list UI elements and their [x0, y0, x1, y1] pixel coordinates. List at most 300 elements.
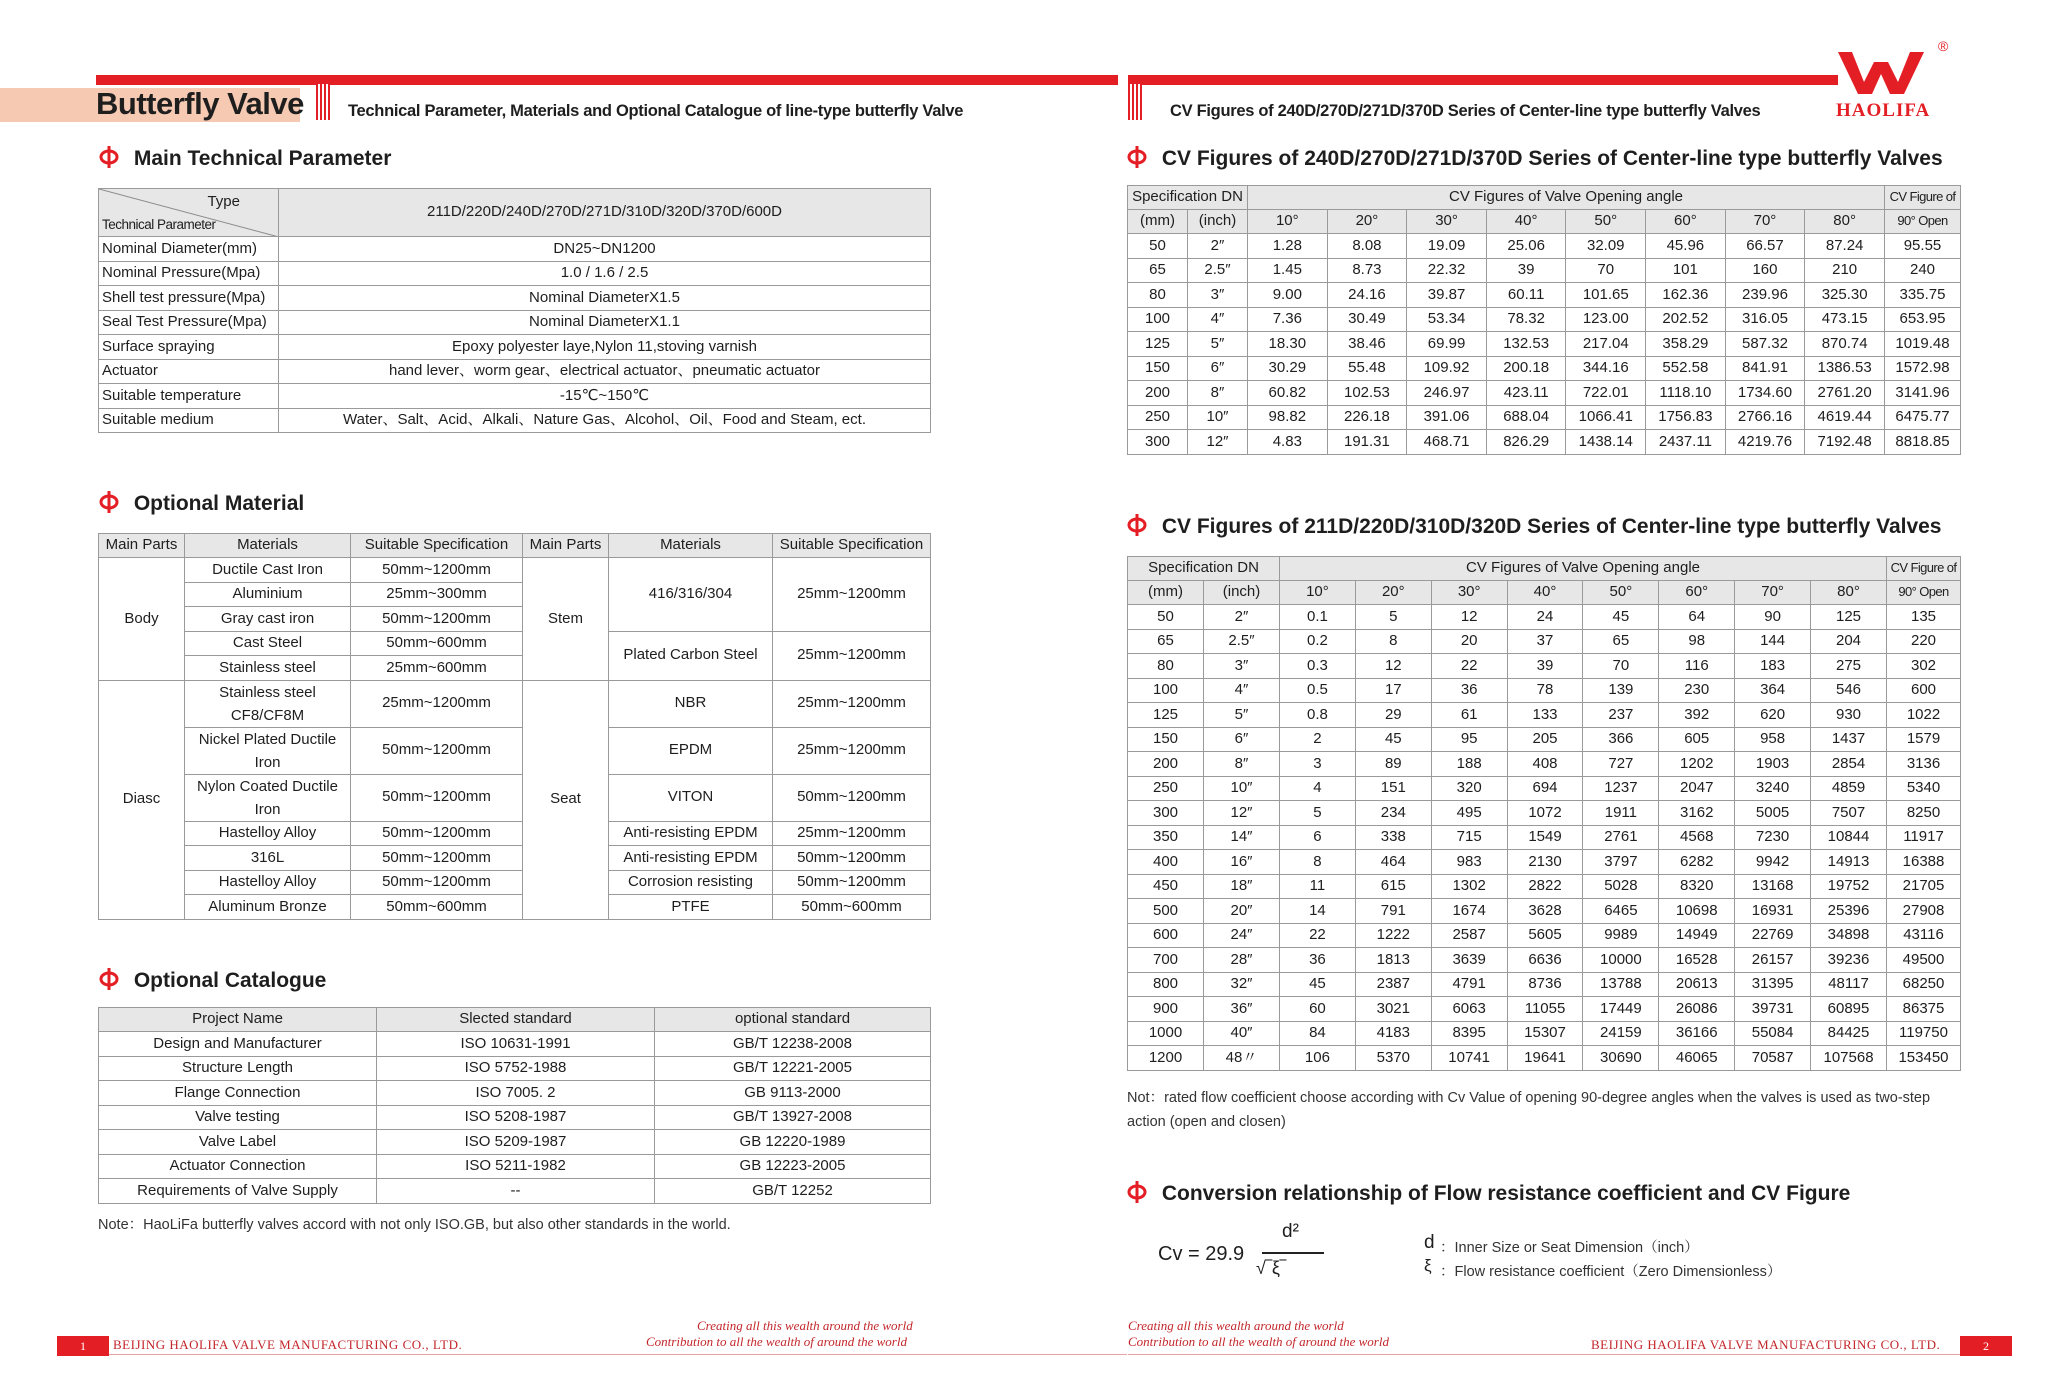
angle-header: 30° — [1431, 581, 1507, 605]
cv-cell: 8 — [1355, 629, 1431, 654]
material-spec: 50mm~1200mm — [351, 846, 523, 871]
cv-cell: 123.00 — [1566, 307, 1646, 332]
cv-cell: 98 — [1659, 629, 1735, 654]
cv-cell: 36″ — [1204, 997, 1280, 1022]
table-row — [99, 1032, 931, 1057]
material-name: EPDM — [609, 727, 773, 774]
cv-cell: 408 — [1507, 752, 1583, 777]
cv-cell: 4″ — [1204, 678, 1280, 703]
catalogue-cell: Valve Label — [99, 1130, 377, 1155]
table-row — [1128, 1046, 1961, 1071]
table-row — [1128, 629, 1961, 654]
diagonal-header-cell — [99, 189, 279, 237]
cv-cell: 55.48 — [1327, 356, 1407, 381]
cv-cell: 210 — [1805, 258, 1885, 283]
catalogue-cell: Requirements of Valve Supply — [99, 1179, 377, 1204]
catalogue-cell: -- — [377, 1179, 655, 1204]
table-row — [1128, 381, 1961, 406]
cv-cell: 50 — [1128, 605, 1204, 630]
param-value: Water、Salt、Acid、Alkali、Nature Gas、Alcohol、Oil、Food and Steam, ect. — [279, 408, 931, 433]
cv-cell: 60.11 — [1486, 283, 1566, 308]
catalogue-note: Note：HaoLiFa butterfly valves accord with not only ISO.GB, but also other standards in the world. — [98, 1217, 731, 1233]
table-row — [1128, 997, 1961, 1022]
cv-cell: 1549 — [1507, 825, 1583, 850]
inch-header: (inch) — [1188, 210, 1248, 234]
cv-cell: 8″ — [1188, 381, 1248, 406]
cv-cell: 1572.98 — [1885, 356, 1961, 381]
cv-cell: 0.3 — [1280, 654, 1356, 679]
cv-cell: 24 — [1507, 605, 1583, 630]
material-spec: 50mm~1200mm — [351, 558, 523, 583]
cv-cell: 605 — [1659, 727, 1735, 752]
cv-cell: 9.00 — [1248, 283, 1328, 308]
cv-cell: 2387 — [1355, 972, 1431, 997]
cv-cell: 6475.77 — [1885, 405, 1961, 430]
cv-cell: 204 — [1811, 629, 1887, 654]
angle-header: 50° — [1583, 581, 1659, 605]
cv-cell: 7230 — [1735, 825, 1811, 850]
cv-cell: 1903 — [1735, 752, 1811, 777]
header-param-label: Technical Parameter — [102, 217, 216, 233]
cv1-table — [1127, 185, 1961, 455]
cv-cell: 3 — [1280, 752, 1356, 777]
phi-icon — [98, 145, 120, 169]
cv-cell: 65 — [1128, 629, 1204, 654]
cv-cell: 12 — [1355, 654, 1431, 679]
cv-cell: 4859 — [1811, 776, 1887, 801]
cv-cell: 1756.83 — [1646, 405, 1726, 430]
cv-cell: 1066.41 — [1566, 405, 1646, 430]
cv-cell: 100 — [1128, 678, 1204, 703]
cv-cell: 11055 — [1507, 997, 1583, 1022]
cv-cell: 325.30 — [1805, 283, 1885, 308]
catalogue-cell: ISO 5209-1987 — [377, 1130, 655, 1155]
material-spec: 25mm~1200mm — [773, 727, 931, 774]
table-row — [1128, 703, 1961, 728]
cv-cell: 84425 — [1811, 1021, 1887, 1046]
stripe-divider-left — [316, 84, 330, 120]
cv-cell: 15307 — [1507, 1021, 1583, 1046]
cv-cell: 2.5″ — [1204, 629, 1280, 654]
material-spec: 50mm~600mm — [351, 895, 523, 920]
cv-cell: 14 — [1280, 899, 1356, 924]
cv-cell: 78 — [1507, 678, 1583, 703]
cv-cell: 191.31 — [1327, 430, 1407, 455]
material-spec: 50mm~1200mm — [351, 774, 523, 821]
cv-cell: 2822 — [1507, 874, 1583, 899]
cv-cell: 2130 — [1507, 850, 1583, 875]
table-row — [1128, 605, 1961, 630]
cv-cell: 495 — [1431, 801, 1507, 826]
material-spec: 50mm~600mm — [351, 631, 523, 656]
cv-cell: 3″ — [1204, 654, 1280, 679]
param-name: Suitable temperature — [99, 384, 279, 409]
cv-cell: 2761.20 — [1805, 381, 1885, 406]
cv-cell: 39731 — [1735, 997, 1811, 1022]
cv-cell: 2″ — [1188, 234, 1248, 259]
company-name-right: BEIJING HAOLIFA VALVE MANUFACTURING CO., LTD. — [1591, 1337, 1941, 1352]
table-row — [99, 870, 931, 895]
cv-cell: 3162 — [1659, 801, 1735, 826]
cv-cell: 3″ — [1188, 283, 1248, 308]
cv-cell: 4619.44 — [1805, 405, 1885, 430]
catalogue-table — [98, 1007, 931, 1204]
cv-cell: 60895 — [1811, 997, 1887, 1022]
cv-cell: 587.32 — [1725, 332, 1805, 357]
table-row — [99, 310, 931, 335]
catalogue-cell: ISO 5208-1987 — [377, 1105, 655, 1130]
cv-cell: 450 — [1128, 874, 1204, 899]
cv-cell: 39236 — [1811, 948, 1887, 973]
cv-cell: 37 — [1507, 629, 1583, 654]
cv-cell: 841.91 — [1725, 356, 1805, 381]
cv-cell: 3628 — [1507, 899, 1583, 924]
cv-cell: 119750 — [1887, 1021, 1961, 1046]
cv-cell: 24159 — [1583, 1021, 1659, 1046]
cv-cell: 45.96 — [1646, 234, 1726, 259]
cv-cell: 1200 — [1128, 1046, 1204, 1071]
column-header: Suitable Specification — [351, 534, 523, 558]
cv-cell: 6 — [1280, 825, 1356, 850]
cv-cell: 5″ — [1204, 703, 1280, 728]
cv-cell: 49500 — [1887, 948, 1961, 973]
cv-cell: 4 — [1280, 776, 1356, 801]
catalogue-cell: ISO 5211-1982 — [377, 1154, 655, 1179]
table-row — [99, 1179, 931, 1204]
cv-cell: 473.15 — [1805, 307, 1885, 332]
cv-cell: 31395 — [1735, 972, 1811, 997]
slogan-left-2: Contribution to all the wealth of around the world — [646, 1334, 907, 1349]
cv-cell: 144 — [1735, 629, 1811, 654]
cv-cell: 183 — [1735, 654, 1811, 679]
cv-cell: 70587 — [1735, 1046, 1811, 1071]
cv-cell: 391.06 — [1407, 405, 1487, 430]
param-value: Epoxy polyester laye,Nylon 11,stoving varnish — [279, 335, 931, 360]
cv-cell: 8250 — [1887, 801, 1961, 826]
cv-cell: 8395 — [1431, 1021, 1507, 1046]
cv-cell: 13168 — [1735, 874, 1811, 899]
angle-header: 40° — [1486, 210, 1566, 234]
material-spec: 25mm~1200mm — [773, 821, 931, 846]
material-spec: 25mm~1200mm — [773, 558, 931, 632]
table-row — [99, 774, 931, 821]
d-symbol: d — [1424, 1232, 1435, 1253]
section-optional-material — [98, 490, 304, 516]
cv-cell: 3639 — [1431, 948, 1507, 973]
top-red-rule-left — [96, 75, 1118, 85]
cv-cell: 300 — [1128, 801, 1204, 826]
cv-cell: 0.2 — [1280, 629, 1356, 654]
cv-cell: 958 — [1735, 727, 1811, 752]
cv-cell: 1222 — [1355, 923, 1431, 948]
cv-cell: 250 — [1128, 405, 1188, 430]
material-spec: 50mm~1200mm — [351, 727, 523, 774]
angle-header: 60° — [1646, 210, 1726, 234]
cv-cell: 6636 — [1507, 948, 1583, 973]
table-row — [99, 261, 931, 286]
cv-cell: 217.04 — [1566, 332, 1646, 357]
angle-header: CV Figures of Valve Opening angle — [1280, 557, 1887, 581]
phi-icon — [1126, 513, 1148, 537]
mm-header: (mm) — [1128, 210, 1188, 234]
material-table — [98, 533, 931, 920]
material-spec: 50mm~1200mm — [773, 870, 931, 895]
param-value: DN25~DN1200 — [279, 237, 931, 262]
cv-cell: 17449 — [1583, 997, 1659, 1022]
page-number-right: 2 — [1960, 1336, 2012, 1356]
cv-cell: 6″ — [1188, 356, 1248, 381]
cv-cell: 2437.11 — [1646, 430, 1726, 455]
angle-header: 60° — [1659, 581, 1735, 605]
angle-header: 70° — [1725, 210, 1805, 234]
cv-cell: 4568 — [1659, 825, 1735, 850]
section-cv2 — [1126, 513, 1942, 539]
table-row — [99, 680, 931, 727]
cv-cell: 464 — [1355, 850, 1431, 875]
cv-cell: 2854 — [1811, 752, 1887, 777]
left-subtitle: Technical Parameter, Materials and Optional Catalogue of line-type butterfly Valve — [348, 102, 964, 120]
param-name: Suitable medium — [99, 408, 279, 433]
cv-cell: 600 — [1887, 678, 1961, 703]
column-header: Slected standard — [377, 1008, 655, 1032]
cv-cell: 3021 — [1355, 997, 1431, 1022]
cv-cell: 89 — [1355, 752, 1431, 777]
cv-cell: 45 — [1280, 972, 1356, 997]
cv-cell: 40″ — [1204, 1021, 1280, 1046]
haolifa-logo-icon — [1838, 48, 1938, 98]
cv-cell: 1072 — [1507, 801, 1583, 826]
cv-cell: 50 — [1128, 234, 1188, 259]
material-spec: 50mm~1200mm — [351, 870, 523, 895]
material-spec: 50mm~600mm — [773, 895, 931, 920]
cv-cell: 237 — [1583, 703, 1659, 728]
section-title: Optional Material — [133, 492, 305, 515]
cv-cell: 20613 — [1659, 972, 1735, 997]
xi-symbol: ξ — [1424, 1256, 1432, 1275]
cv-cell: 100 — [1128, 307, 1188, 332]
cv-cell: 139 — [1583, 678, 1659, 703]
cv-cell: 45 — [1583, 605, 1659, 630]
cv-cell: 1302 — [1431, 874, 1507, 899]
material-name: Hastelloy Alloy — [185, 821, 351, 846]
cv-cell: 39 — [1507, 654, 1583, 679]
cv-cell: 250 — [1128, 776, 1204, 801]
cv-cell: 1.28 — [1248, 234, 1328, 259]
cv-cell: 29 — [1355, 703, 1431, 728]
slogan-left-1: Creating all this wealth around the world — [697, 1318, 913, 1333]
cv-cell: 9989 — [1583, 923, 1659, 948]
cv-cell: 552.58 — [1646, 356, 1726, 381]
table-row — [99, 286, 931, 311]
cv-cell: 24.16 — [1327, 283, 1407, 308]
material-name: Nylon Coated Ductile Iron — [185, 774, 351, 821]
material-name: Aluminum Bronze — [185, 895, 351, 920]
cv-cell: 17 — [1355, 678, 1431, 703]
formula-lhs: Cv = 29.9 — [1158, 1243, 1245, 1265]
cv-cell: 8736 — [1507, 972, 1583, 997]
cv-cell: 153450 — [1887, 1046, 1961, 1071]
catalogue-cell: GB/T 12252 — [655, 1179, 931, 1204]
param-name: Shell test pressure(Mpa) — [99, 286, 279, 311]
bottom-rule-left — [109, 1354, 1127, 1355]
cv-cell: 80 — [1128, 654, 1204, 679]
cv-cell: 826.29 — [1486, 430, 1566, 455]
cv-cell: 2766.16 — [1725, 405, 1805, 430]
cv-cell: 86375 — [1887, 997, 1961, 1022]
cv-cell: 3136 — [1887, 752, 1961, 777]
cv-cell: 620 — [1735, 703, 1811, 728]
cv-cell: 12″ — [1188, 430, 1248, 455]
cv-cell: 6063 — [1431, 997, 1507, 1022]
table-row — [1128, 850, 1961, 875]
cv-cell: 53.34 — [1407, 307, 1487, 332]
cv-cell: 46065 — [1659, 1046, 1735, 1071]
cv-cell: 5340 — [1887, 776, 1961, 801]
catalogue-cell: GB/T 12238-2008 — [655, 1032, 931, 1057]
cv-cell: 8.73 — [1327, 258, 1407, 283]
cv-cell: 14949 — [1659, 923, 1735, 948]
cv-cell: 30690 — [1583, 1046, 1659, 1071]
cv-cell: 302 — [1887, 654, 1961, 679]
material-name: Cast Steel — [185, 631, 351, 656]
phi-icon — [98, 490, 120, 514]
cv-header: CV Figure of — [1885, 186, 1961, 210]
inch-header: (inch) — [1204, 581, 1280, 605]
formula-denominator: √‾ξ‾ — [1256, 1258, 1286, 1278]
cv-cell: 98.82 — [1248, 405, 1328, 430]
material-name: Gray cast iron — [185, 607, 351, 632]
cv2-note: Not：rated flow coefficient choose according with Cv Value of opening 90-degree angles when the valves is used as two-step action (open and closen) — [1127, 1090, 1931, 1130]
table-row — [99, 1154, 931, 1179]
angle-header: 40° — [1507, 581, 1583, 605]
cv-cell: 13788 — [1583, 972, 1659, 997]
slogan-right-1: Creating all this wealth around the world — [1128, 1318, 1344, 1333]
cv-cell: 1579 — [1887, 727, 1961, 752]
cv-cell: 200 — [1128, 752, 1204, 777]
cv-cell: 8 — [1280, 850, 1356, 875]
catalogue-cell: Structure Length — [99, 1056, 377, 1081]
table-row — [1128, 356, 1961, 381]
company-name-left: BEIJING HAOLIFA VALVE MANUFACTURING CO., LTD. — [113, 1337, 463, 1352]
param-value: hand lever、worm gear、electrical actuator、pneumatic actuator — [279, 359, 931, 384]
material-spec: 50mm~1200mm — [773, 774, 931, 821]
column-header: Suitable Specification — [773, 534, 931, 558]
cv-cell: 226.18 — [1327, 405, 1407, 430]
cv-cell: 8818.85 — [1885, 430, 1961, 455]
cv-cell: 1202 — [1659, 752, 1735, 777]
section-conversion — [1126, 1180, 1850, 1206]
phi-icon — [1126, 1180, 1148, 1204]
cv-cell: 6465 — [1583, 899, 1659, 924]
angle-header: 80° — [1805, 210, 1885, 234]
cv-cell: 350 — [1128, 825, 1204, 850]
cv-cell: 2587 — [1431, 923, 1507, 948]
cv-cell: 160 — [1725, 258, 1805, 283]
cv-cell: 135 — [1887, 605, 1961, 630]
table-row — [1128, 307, 1961, 332]
cv-cell: 6″ — [1204, 727, 1280, 752]
logo-text: HAOLIFA — [1836, 100, 1931, 121]
cv-cell: 358.29 — [1646, 332, 1726, 357]
cv-cell: 3797 — [1583, 850, 1659, 875]
angle-header: CV Figures of Valve Opening angle — [1248, 186, 1885, 210]
param-value: Nominal DiameterX1.5 — [279, 286, 931, 311]
cv-cell: 870.74 — [1805, 332, 1885, 357]
cv-cell: 1437 — [1811, 727, 1887, 752]
table-header-row — [1128, 581, 1961, 605]
spec-dn-header: Specification DN — [1128, 186, 1248, 210]
section-main-param — [98, 145, 391, 171]
stripe-divider-right — [1128, 84, 1142, 120]
table-row — [1128, 234, 1961, 259]
cv-cell: 700 — [1128, 948, 1204, 973]
cv-cell: 64 — [1659, 605, 1735, 630]
param-name: Nominal Pressure(Mpa) — [99, 261, 279, 286]
column-header: Project Name — [99, 1008, 377, 1032]
material-spec: 25mm~1200mm — [773, 631, 931, 680]
cv-cell: 48117 — [1811, 972, 1887, 997]
cv-cell: 38.46 — [1327, 332, 1407, 357]
cv-cell: 14913 — [1811, 850, 1887, 875]
cv-cell: 125 — [1128, 332, 1188, 357]
cv-cell: 101.65 — [1566, 283, 1646, 308]
cv-cell: 800 — [1128, 972, 1204, 997]
cv-cell: 16″ — [1204, 850, 1280, 875]
cv-cell: 125 — [1811, 605, 1887, 630]
cv-cell: 234 — [1355, 801, 1431, 826]
xi-description: ：Flow resistance coefficient（Zero Dimensionless） — [1440, 1264, 1782, 1280]
material-name: Anti-resisting EPDM — [609, 846, 773, 871]
registered-mark: ® — [1938, 38, 1949, 54]
table-row — [1128, 1021, 1961, 1046]
cv-cell: 4183 — [1355, 1021, 1431, 1046]
cv-cell: 22.32 — [1407, 258, 1487, 283]
cv2-table — [1127, 556, 1961, 1071]
column-header: Materials — [185, 534, 351, 558]
cv-cell: 70 — [1583, 654, 1659, 679]
cv-cell: 90 — [1735, 605, 1811, 630]
cv-cell: 39.87 — [1407, 283, 1487, 308]
param-name: Nominal Diameter(mm) — [99, 237, 279, 262]
section-title: Optional Catalogue — [133, 969, 327, 992]
cv-cell: 25396 — [1811, 899, 1887, 924]
cv-cell: 240 — [1885, 258, 1961, 283]
cv-cell: 24″ — [1204, 923, 1280, 948]
cv-cell: 16931 — [1735, 899, 1811, 924]
table-row — [1128, 283, 1961, 308]
cv-cell: 5 — [1280, 801, 1356, 826]
cv-cell: 2 — [1280, 727, 1356, 752]
catalogue-cell: Valve testing — [99, 1105, 377, 1130]
material-name: Stainless steel — [185, 656, 351, 681]
table-row — [99, 1105, 931, 1130]
catalogue-cell: GB/T 13927-2008 — [655, 1105, 931, 1130]
angle-header: 30° — [1407, 210, 1487, 234]
param-value: -15℃~150℃ — [279, 384, 931, 409]
table-row — [1128, 972, 1961, 997]
cv-cell: 983 — [1431, 850, 1507, 875]
cv-cell: 202.52 — [1646, 307, 1726, 332]
cv-cell: 78.32 — [1486, 307, 1566, 332]
angle-header: 20° — [1327, 210, 1407, 234]
table-header-row — [99, 189, 931, 237]
column-header: Materials — [609, 534, 773, 558]
cv-cell: 694 — [1507, 776, 1583, 801]
cv-cell: 69.99 — [1407, 332, 1487, 357]
cv-cell: 200 — [1128, 381, 1188, 406]
cv-cell: 205 — [1507, 727, 1583, 752]
formula-numerator: d² — [1282, 1221, 1299, 1242]
